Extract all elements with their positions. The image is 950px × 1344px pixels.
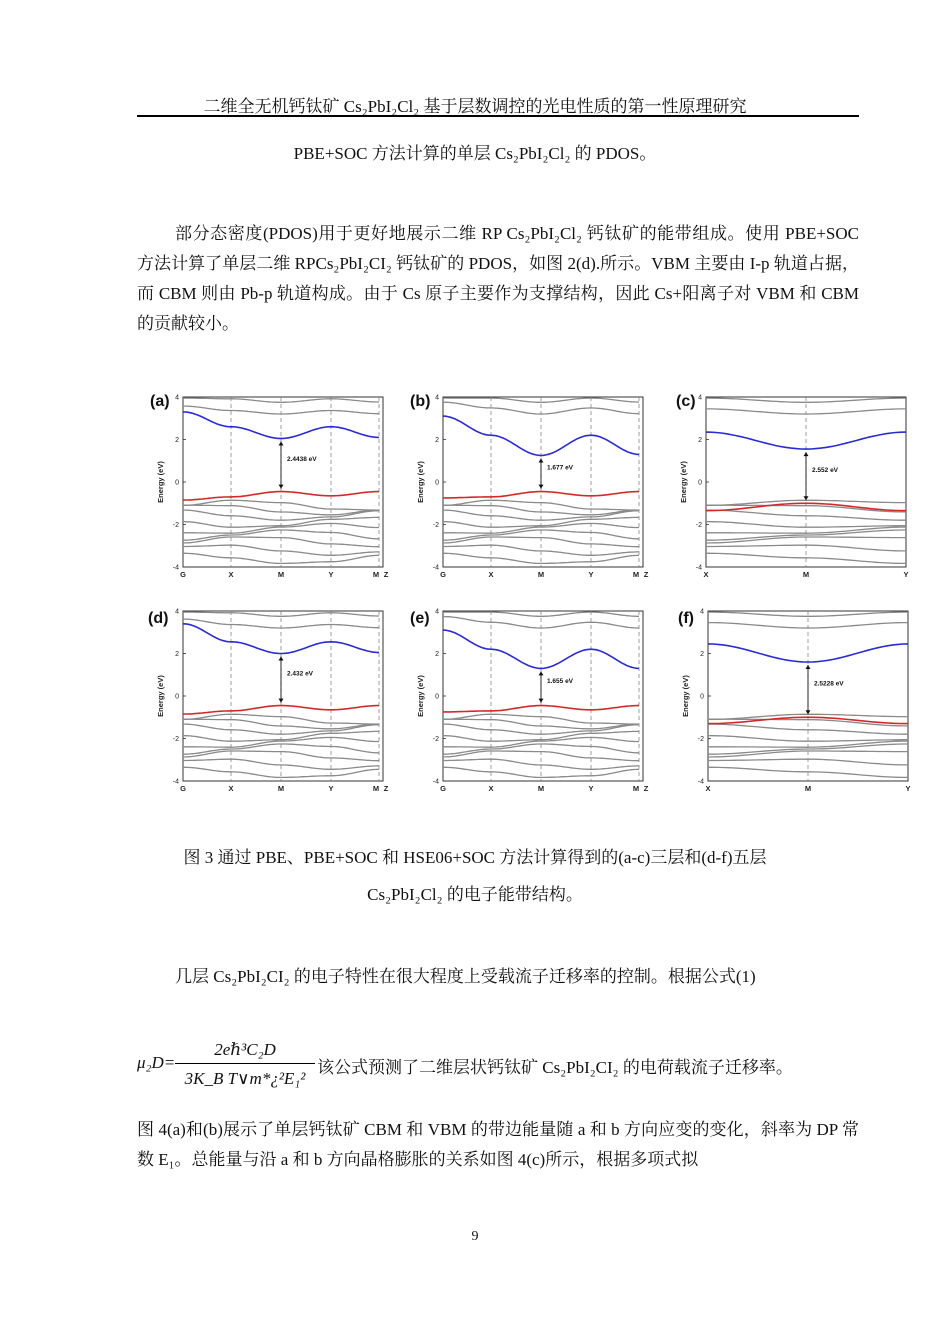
- gap-arrow-head-bottom: [279, 699, 284, 703]
- band-panel-a: [155, 392, 390, 582]
- y-tick-label: 4: [698, 394, 702, 402]
- band-panel-c: [678, 392, 913, 582]
- top-caption: PBE+SOC 方法计算的单层 Cs₂PbI₂Cl₂ 的 PDOS。: [293, 144, 657, 163]
- y-tick-label: 4: [175, 394, 179, 402]
- kpoint-label: Y: [903, 570, 909, 579]
- panel-label-f: (f): [678, 610, 694, 627]
- kpoint-label: X: [703, 570, 709, 579]
- panel-label-d: (d): [148, 610, 169, 627]
- y-tick-label: -2: [172, 736, 179, 743]
- kpoint-label: X: [228, 570, 234, 579]
- paragraph-pdos-text: 部分态密度(PDOS)用于更好地展示二维 RP Cs₂PbI₂Cl₂ 钙钛矿的能带组成。使用 PBE+SOC 方法计算了单层二维 RPCs₂PbI₂CI₂ 钙钛矿的 PDOS，如图 2(d).所示。VBM 主要由 I-p 轨道占据，而 CBM 则由 Pb-p 轨道构成。由于 Cs 原子主要作为支撑结构，因此 Cs+阳离子对 VBM 和 CBM 的贡献较小。: [137, 224, 859, 333]
- kpoint-label: Y: [588, 570, 594, 579]
- gap-arrow-head-top: [279, 657, 284, 661]
- band-panel-b: [415, 392, 650, 582]
- y-tick-label: 2: [175, 437, 179, 444]
- y-tick-label: -2: [695, 522, 702, 529]
- panel-label-a: (a): [150, 393, 170, 410]
- figure-caption-line1: 图 3 通过 PBE、PBE+SOC 和 HSE06+SOC 方法计算得到的(a-c)三层和(d-f)五层: [183, 848, 767, 867]
- plot-frame: [443, 611, 643, 781]
- kpoint-label: G: [180, 570, 186, 579]
- y-axis-label: Energy (eV): [156, 461, 165, 503]
- plot-frame: [443, 397, 643, 567]
- kpoint-label: Z: [383, 570, 389, 579]
- band-gap-label: 2.432 eV: [287, 670, 314, 678]
- y-tick-label: 0: [698, 479, 702, 487]
- y-tick-label: 2: [175, 651, 179, 658]
- kpoint-label: G: [440, 784, 446, 793]
- y-tick-label: 2: [700, 651, 704, 658]
- kpoint-label: Y: [328, 570, 334, 579]
- kpoint-label: X: [228, 784, 234, 793]
- y-tick-label: -2: [432, 522, 439, 529]
- kpoint-label: Y: [588, 784, 594, 793]
- kpoint-label: M: [372, 784, 380, 793]
- y-tick-label: -2: [432, 736, 439, 743]
- band-gap-label: 1.655 eV: [547, 677, 574, 685]
- panel-label-b: (b): [410, 393, 431, 410]
- kpoint-label: Y: [905, 784, 911, 793]
- gap-arrow-head-bottom: [539, 699, 544, 703]
- y-tick-label: 0: [700, 693, 704, 701]
- kpoint-label: X: [488, 570, 494, 579]
- y-tick-label: 0: [175, 479, 179, 487]
- page-number: 9: [471, 1229, 479, 1244]
- y-tick-label: 2: [435, 437, 439, 444]
- paragraph-strain: [137, 1115, 859, 1175]
- formula-fraction: [175, 1037, 315, 1090]
- band-gap-label: 2.5228 eV: [814, 680, 844, 688]
- y-axis-label: Energy (eV): [681, 675, 690, 717]
- kpoint-label: M: [632, 784, 640, 793]
- figure-caption-line2: Cs₂PbI₂Cl₂ 的电子能带结构。: [367, 885, 583, 904]
- band-plot-svg: [155, 606, 390, 796]
- y-tick-label: -4: [172, 564, 179, 572]
- band-panel-e: [415, 606, 650, 796]
- gap-arrow-head-top: [804, 452, 809, 456]
- mobility-formula: [137, 1037, 859, 1097]
- band-plot-svg: [415, 606, 650, 796]
- y-tick-label: -4: [432, 564, 439, 572]
- kpoint-label: Z: [383, 784, 389, 793]
- paragraph-strain-text: 图 4(a)和(b)展示了单层钙钛矿 CBM 和 VBM 的带边能量随 a 和 b 方向应变的变化，斜率为 DP 常数 E₁。总能量与沿 a 和 b 方向晶格膨胀的关系如图 4(c)所示，根据多项式拟: [137, 1120, 859, 1169]
- kpoint-label: M: [277, 570, 285, 579]
- kpoint-label: M: [537, 570, 545, 579]
- y-tick-label: 0: [435, 693, 439, 701]
- y-tick-label: -4: [695, 564, 702, 572]
- y-axis-label: Energy (eV): [156, 675, 165, 717]
- kpoint-label: Z: [643, 784, 649, 793]
- kpoint-label: M: [372, 570, 380, 579]
- gap-arrow-head-top: [539, 671, 544, 675]
- formula-lhs: μ₂D=: [137, 1053, 176, 1072]
- paragraph-mobility-text: 几层 Cs₂PbI₂CI₂ 的电子特性在很大程度上受载流子迁移率的控制。根据公式(1): [175, 967, 756, 986]
- y-tick-label: -4: [697, 778, 704, 786]
- y-axis-label: Energy (eV): [416, 675, 425, 717]
- formula-description: 该公式预测了二维层状钙钛矿 Cs₂PbI₂CI₂ 的电荷载流子迁移率。: [317, 1058, 793, 1077]
- band-panel-f: [680, 606, 915, 796]
- formula-numerator: 2eℏ³C₂D: [175, 1037, 315, 1064]
- paragraph-pdos: [137, 219, 859, 339]
- panel-label-c: (c): [676, 393, 696, 410]
- y-tick-label: 2: [698, 437, 702, 444]
- band-gap-label: 1.677 eV: [547, 464, 574, 472]
- y-tick-label: 4: [435, 608, 439, 616]
- kpoint-label: Z: [643, 570, 649, 579]
- kpoint-label: M: [277, 784, 285, 793]
- running-header: 二维全无机钙钛矿 Cs₂PbI₂Cl₂ 基于层数调控的光电性质的第一性原理研究: [203, 97, 747, 116]
- kpoint-label: G: [440, 570, 446, 579]
- band-plot-svg: [155, 392, 390, 582]
- band-gap-label: 2.552 eV: [812, 467, 839, 475]
- y-tick-label: 4: [175, 608, 179, 616]
- gap-arrow-head-top: [539, 458, 544, 462]
- y-axis-label: Energy (eV): [679, 461, 688, 503]
- y-tick-label: -2: [172, 522, 179, 529]
- y-tick-label: 0: [435, 479, 439, 487]
- band-plot-svg: [680, 606, 915, 796]
- gap-arrow-head-top: [279, 441, 284, 445]
- paragraph-mobility: [137, 962, 859, 992]
- y-tick-label: -4: [432, 778, 439, 786]
- header-rule: [137, 115, 859, 117]
- y-tick-label: 2: [435, 651, 439, 658]
- gap-arrow-head-bottom: [539, 485, 544, 489]
- gap-arrow-head-bottom: [804, 496, 809, 500]
- kpoint-label: M: [804, 784, 812, 793]
- kpoint-label: M: [632, 570, 640, 579]
- band-plot-svg: [415, 392, 650, 582]
- kpoint-label: M: [537, 784, 545, 793]
- panel-label-e: (e): [410, 610, 430, 627]
- band-gap-label: 2.4438 eV: [287, 456, 317, 463]
- band-panel-d: [155, 606, 390, 796]
- gap-arrow-head-top: [806, 665, 811, 669]
- gap-arrow-head-bottom: [279, 485, 284, 489]
- kpoint-label: X: [705, 784, 711, 793]
- kpoint-label: Y: [328, 784, 334, 793]
- y-tick-label: -4: [172, 778, 179, 786]
- y-tick-label: 4: [435, 394, 439, 402]
- kpoint-label: X: [488, 784, 494, 793]
- y-tick-label: 0: [175, 693, 179, 701]
- y-axis-label: Energy (eV): [416, 461, 425, 503]
- y-tick-label: -2: [697, 736, 704, 743]
- band-plot-svg: [678, 392, 913, 582]
- kpoint-label: M: [802, 570, 810, 579]
- y-tick-label: 4: [700, 608, 704, 616]
- kpoint-label: G: [180, 784, 186, 793]
- formula-denominator: 3K_B T∨m*¿²E₁²: [184, 1069, 306, 1088]
